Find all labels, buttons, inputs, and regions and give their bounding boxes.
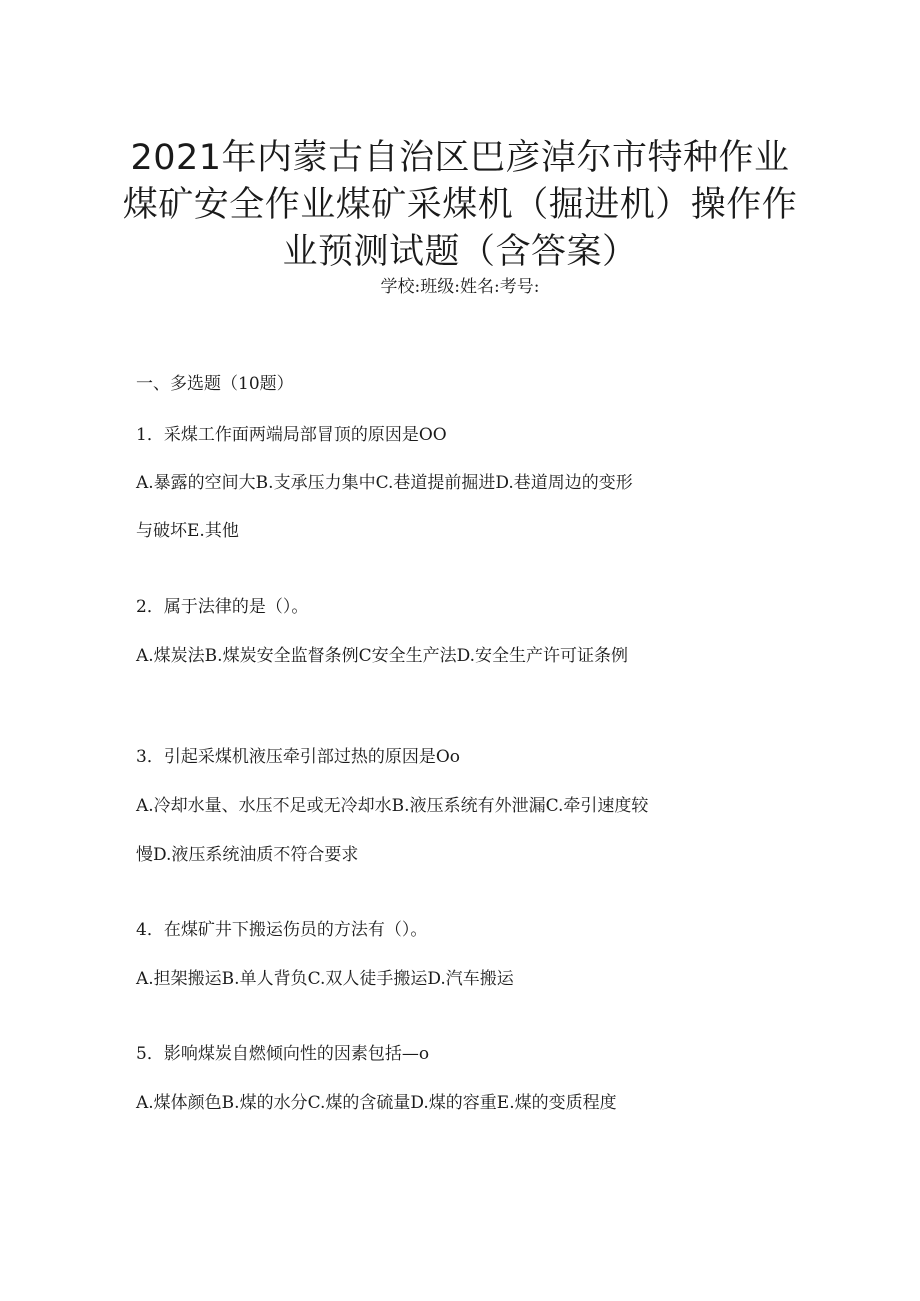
title-line-3: 业预测试题（含答案）	[282, 232, 638, 273]
question-1-options-line-2: 与破坏E.其他	[136, 521, 239, 541]
question-2-options-line-1: A.煤炭法B.煤炭安全监督条例C安全生产法D.安全生产许可证条例	[136, 646, 629, 666]
question-5-stem: 5．影响煤炭自燃倾向性的因素包括—o	[136, 1044, 430, 1064]
question-4-stem: 4．在煤矿井下搬运伤员的方法有（）。	[136, 920, 428, 940]
document-title	[60, 135, 860, 276]
question-3-options-line-1: A.冷却水量、水压不足或无冷却水B.液压系统有外泄漏C.牵引速度较	[136, 796, 649, 816]
question-1-options-line-1: A.暴露的空间大B.支承压力集中C.巷道提前掘进D.巷道周边的变形	[136, 473, 633, 493]
question-2-stem: 2．属于法律的是（）。	[136, 597, 309, 617]
student-info-line: 学校:班级:姓名:考号:	[380, 277, 540, 297]
title-line-2: 煤矿安全作业煤矿采煤机（掘进机）操作作	[122, 185, 798, 226]
title-line-1: 2021年内蒙古自治区巴彦淖尔市特种作业	[130, 138, 790, 179]
section-heading: 一、多选题（10题）	[136, 374, 294, 394]
question-4-options-line-1: A.担架搬运B.单人背负C.双人徒手搬运D.汽车搬运	[136, 969, 514, 989]
question-3-options-line-2: 慢D.液压系统油质不符合要求	[136, 845, 359, 865]
question-1-stem: 1．采煤工作面两端局部冒顶的原因是OO	[136, 425, 447, 445]
question-5-options-line-1: A.煤体颜色B.煤的水分C.煤的含硫量D.煤的容重E.煤的变质程度	[136, 1093, 617, 1113]
question-3-stem: 3．引起采煤机液压牵引部过热的原因是Oo	[136, 747, 460, 767]
